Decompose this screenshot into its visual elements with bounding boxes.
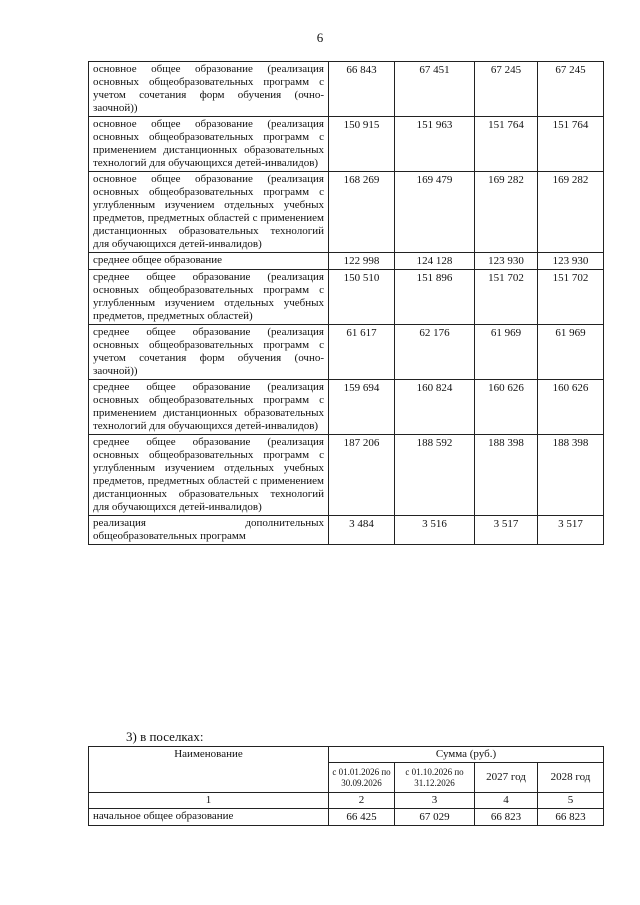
upper-table-body — [89, 62, 604, 545]
table-row — [89, 253, 604, 270]
header-period-1: с 01.01.2026 по 30.09.2026 — [329, 763, 395, 793]
row-value-v1: 168 269 — [329, 172, 395, 253]
row-value-v2: 3 516 — [395, 516, 475, 545]
table-row — [89, 380, 604, 435]
table-row — [89, 516, 604, 545]
row-name: среднее общее образование (реализация основных общеобразовательных программ с углубленным изучением отдельных учебных предметов, предметных областей с применением дистанционных образовательных технологий для обучающихся детей-инвалидов) — [89, 435, 329, 516]
row-name: среднее общее образование (реализация основных общеобразовательных программ с учетом сочетания форм обучения (очно-заочной)) — [89, 325, 329, 380]
row-value-v1: 66 425 — [329, 809, 395, 826]
row-value-v1: 122 998 — [329, 253, 395, 270]
header-sum: Сумма (руб.) — [329, 747, 604, 763]
page-number: 6 — [316, 30, 324, 45]
row-value-v1: 159 694 — [329, 380, 395, 435]
row-value-v3: 160 626 — [475, 380, 538, 435]
row-value-v3: 123 930 — [475, 253, 538, 270]
row-value-v2: 169 479 — [395, 172, 475, 253]
row-value-v4: 169 282 — [538, 172, 604, 253]
row-value-v3: 188 398 — [475, 435, 538, 516]
table-row — [89, 117, 604, 172]
row-name: реализация дополнительных общеобразовательных программ — [89, 516, 329, 545]
header-period-2: с 01.10.2026 по 31.12.2026 — [395, 763, 475, 793]
table-row — [89, 435, 604, 516]
row-value-v4: 151 702 — [538, 270, 604, 325]
table-row — [89, 270, 604, 325]
row-value-v3: 169 282 — [475, 172, 538, 253]
row-value-v2: 67 029 — [395, 809, 475, 826]
column-index: 5 — [538, 793, 604, 809]
row-name: среднее общее образование (реализация основных общеобразовательных программ с применением дистанционных образовательных технологий для обучающихся детей-инвалидов) — [89, 380, 329, 435]
row-value-v4: 160 626 — [538, 380, 604, 435]
row-value-v4: 151 764 — [538, 117, 604, 172]
row-value-v3: 61 969 — [475, 325, 538, 380]
column-index: 2 — [329, 793, 395, 809]
row-name: основное общее образование (реализация основных общеобразовательных программ с углубленным изучением отдельных учебных предметов, предметных областей с применением дистанционных образовательных технологий для обучающихся детей-инвалидов) — [89, 172, 329, 253]
table-row — [89, 809, 604, 826]
column-index: 4 — [475, 793, 538, 809]
cost-table-villages — [88, 746, 604, 826]
row-value-v4: 123 930 — [538, 253, 604, 270]
row-value-v1: 3 484 — [329, 516, 395, 545]
row-value-v3: 67 245 — [475, 62, 538, 117]
row-value-v2: 160 824 — [395, 380, 475, 435]
row-value-v2: 124 128 — [395, 253, 475, 270]
row-value-v3: 3 517 — [475, 516, 538, 545]
lower-table-body — [89, 809, 604, 826]
row-name: основное общее образование (реализация основных общеобразовательных программ с применением дистанционных образовательных технологий для обучающихся детей-инвалидов) — [89, 117, 329, 172]
row-value-v1: 66 843 — [329, 62, 395, 117]
row-value-v1: 187 206 — [329, 435, 395, 516]
row-value-v4: 67 245 — [538, 62, 604, 117]
section-label-villages: 3) в поселках: — [126, 729, 204, 744]
row-value-v4: 61 969 — [538, 325, 604, 380]
row-value-v4: 66 823 — [538, 809, 604, 826]
row-value-v3: 151 764 — [475, 117, 538, 172]
table-row — [89, 325, 604, 380]
row-name: основное общее образование (реализация основных общеобразовательных программ с учетом сочетания форм обучения (очно-заочной)) — [89, 62, 329, 117]
cost-table-upper — [88, 61, 604, 545]
row-name: среднее общее образование (реализация основных общеобразовательных программ с углубленным изучением отдельных учебных предметов, предметных областей) — [89, 270, 329, 325]
row-value-v1: 150 915 — [329, 117, 395, 172]
row-value-v2: 67 451 — [395, 62, 475, 117]
row-value-v1: 61 617 — [329, 325, 395, 380]
table-row — [89, 172, 604, 253]
row-name: среднее общее образование — [89, 253, 329, 270]
header-year-2028: 2028 год — [538, 763, 604, 793]
row-name: начальное общее образование — [89, 809, 329, 826]
row-value-v1: 150 510 — [329, 270, 395, 325]
row-value-v3: 151 702 — [475, 270, 538, 325]
column-index: 3 — [395, 793, 475, 809]
row-value-v3: 66 823 — [475, 809, 538, 826]
row-value-v4: 188 398 — [538, 435, 604, 516]
row-value-v2: 151 963 — [395, 117, 475, 172]
row-value-v2: 151 896 — [395, 270, 475, 325]
header-year-2027: 2027 год — [475, 763, 538, 793]
row-value-v2: 62 176 — [395, 325, 475, 380]
header-name: Наименование — [89, 747, 329, 793]
column-index: 1 — [89, 793, 329, 809]
row-value-v2: 188 592 — [395, 435, 475, 516]
table-row — [89, 62, 604, 117]
row-value-v4: 3 517 — [538, 516, 604, 545]
